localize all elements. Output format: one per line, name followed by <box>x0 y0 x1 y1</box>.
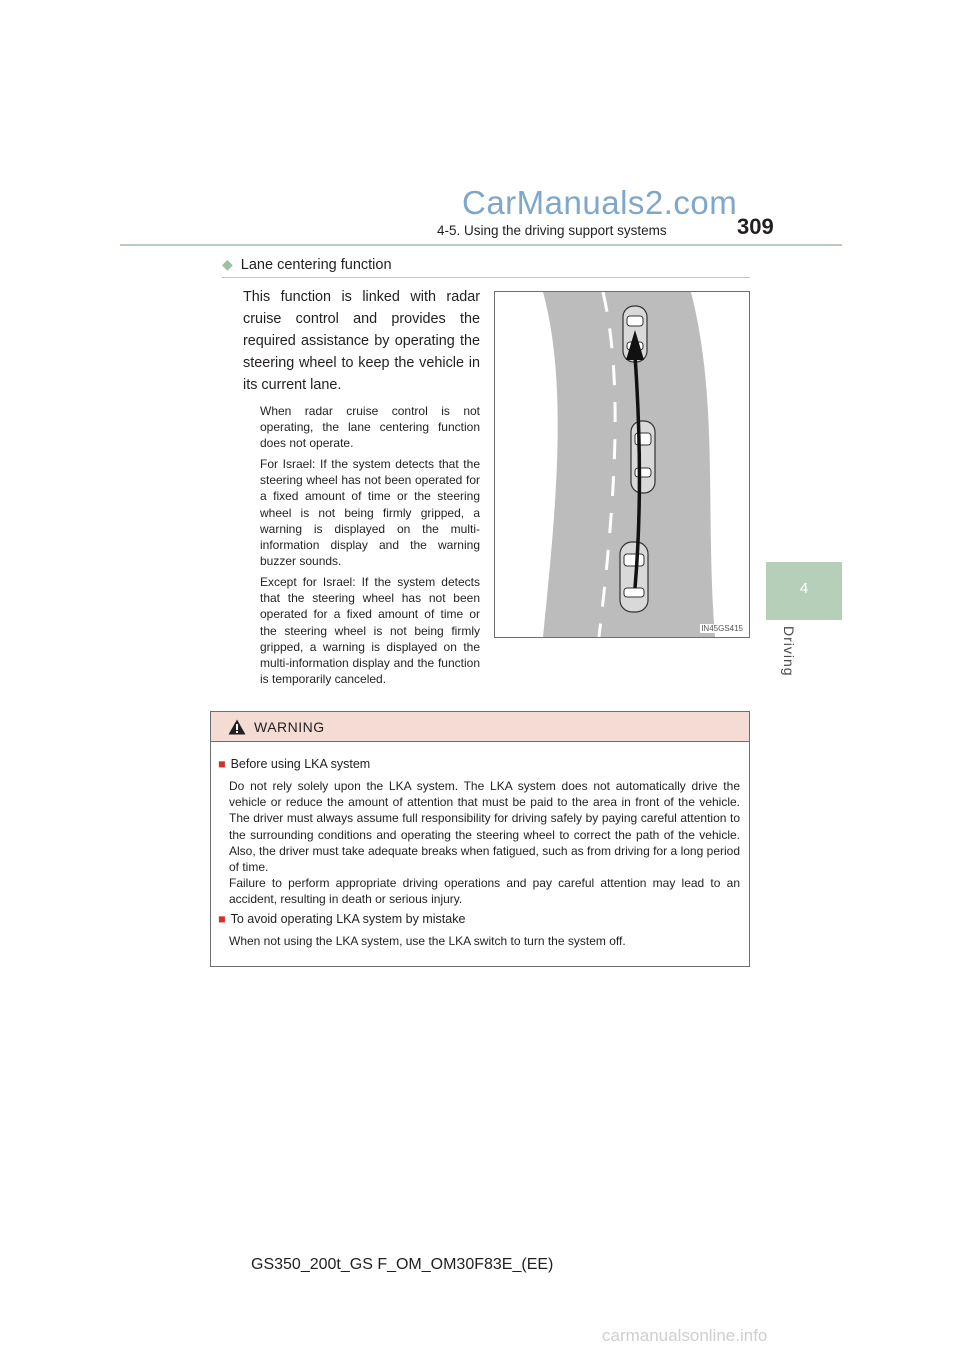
warning-header <box>211 712 749 742</box>
warning-item-title <box>218 912 465 926</box>
heading-divider <box>222 277 750 278</box>
warning-item-title <box>218 757 370 771</box>
lane-centering-illustration <box>494 291 750 638</box>
watermark-logo: CarManuals2.com <box>462 184 738 221</box>
warning-title: WARNING <box>254 719 325 735</box>
header-divider <box>120 244 842 246</box>
section-heading-text: Lane centering function <box>240 257 392 273</box>
warning-triangle-icon <box>228 719 246 735</box>
warning-paragraph: Do not rely solely upon the LKA system. The LKA system does not automatically drive the vehicle or reduce the amount of attention that must be paid to the area in front of the vehicle. The driver must always assume full responsibility for driving safely by paying careful attention to the surrounding conditions and operating the steering wheel to correct the path of the vehicle. Also, the driver must take adequate breaks when fatigued, such as from driving for a long period of time. <box>229 779 740 875</box>
warning-item-title-text: To avoid operating LKA system by mistake <box>230 912 466 926</box>
warning-box <box>210 711 750 967</box>
curved-road-drawing <box>495 292 749 637</box>
note-paragraph: Except for Israel: If the system detects that the steering wheel has not been operated for a fixed amount of time or the steering wheel is not being firmly gripped, a warning is displayed on the multi-information display and the function is temporarily canceled. <box>260 575 480 687</box>
note-paragraph: When radar cruise control is not operating, the lane centering function does not operate. <box>260 404 480 451</box>
chapter-tab[interactable] <box>766 562 842 620</box>
chapter-tab-label: Driving <box>781 626 797 677</box>
site-watermark: carmanualsonline.info <box>602 1326 768 1345</box>
warning-paragraph: When not using the LKA system, use the LKA switch to turn the system off. <box>229 934 626 948</box>
warning-item-title-text: Before using LKA system <box>230 757 371 771</box>
page-number: 309 <box>737 214 774 239</box>
car-icon <box>620 542 648 612</box>
red-square-bullet-icon: ■ <box>218 757 226 771</box>
warning-paragraph: Failure to perform appropriate driving operations and pay careful attention may lead to an accident, resulting in death or serious injury. <box>229 876 740 907</box>
note-paragraph: For Israel: If the system detects that the steering wheel has not been operated for a fixed amount of time or the steering wheel is not being firmly gripped, a warning is displayed on the multi-information display and the warning buzzer sounds. <box>260 457 480 569</box>
document-code: GS350_200t_GS F_OM_OM30F83E_(EE) <box>251 1256 554 1273</box>
section-heading <box>222 256 392 273</box>
car-icon <box>631 421 655 493</box>
chapter-title: 4-5. Using the driving support systems <box>437 223 667 238</box>
diamond-bullet-icon: ◆ <box>222 256 233 272</box>
intro-paragraph: This function is linked with radar cruise control and provides the required assistance by operating the steering wheel to keep the vehicle in its current lane. <box>243 289 480 393</box>
chapter-tab-number: 4 <box>799 580 809 597</box>
red-square-bullet-icon: ■ <box>218 912 226 926</box>
figure-code: IN45GS415 <box>701 624 743 633</box>
